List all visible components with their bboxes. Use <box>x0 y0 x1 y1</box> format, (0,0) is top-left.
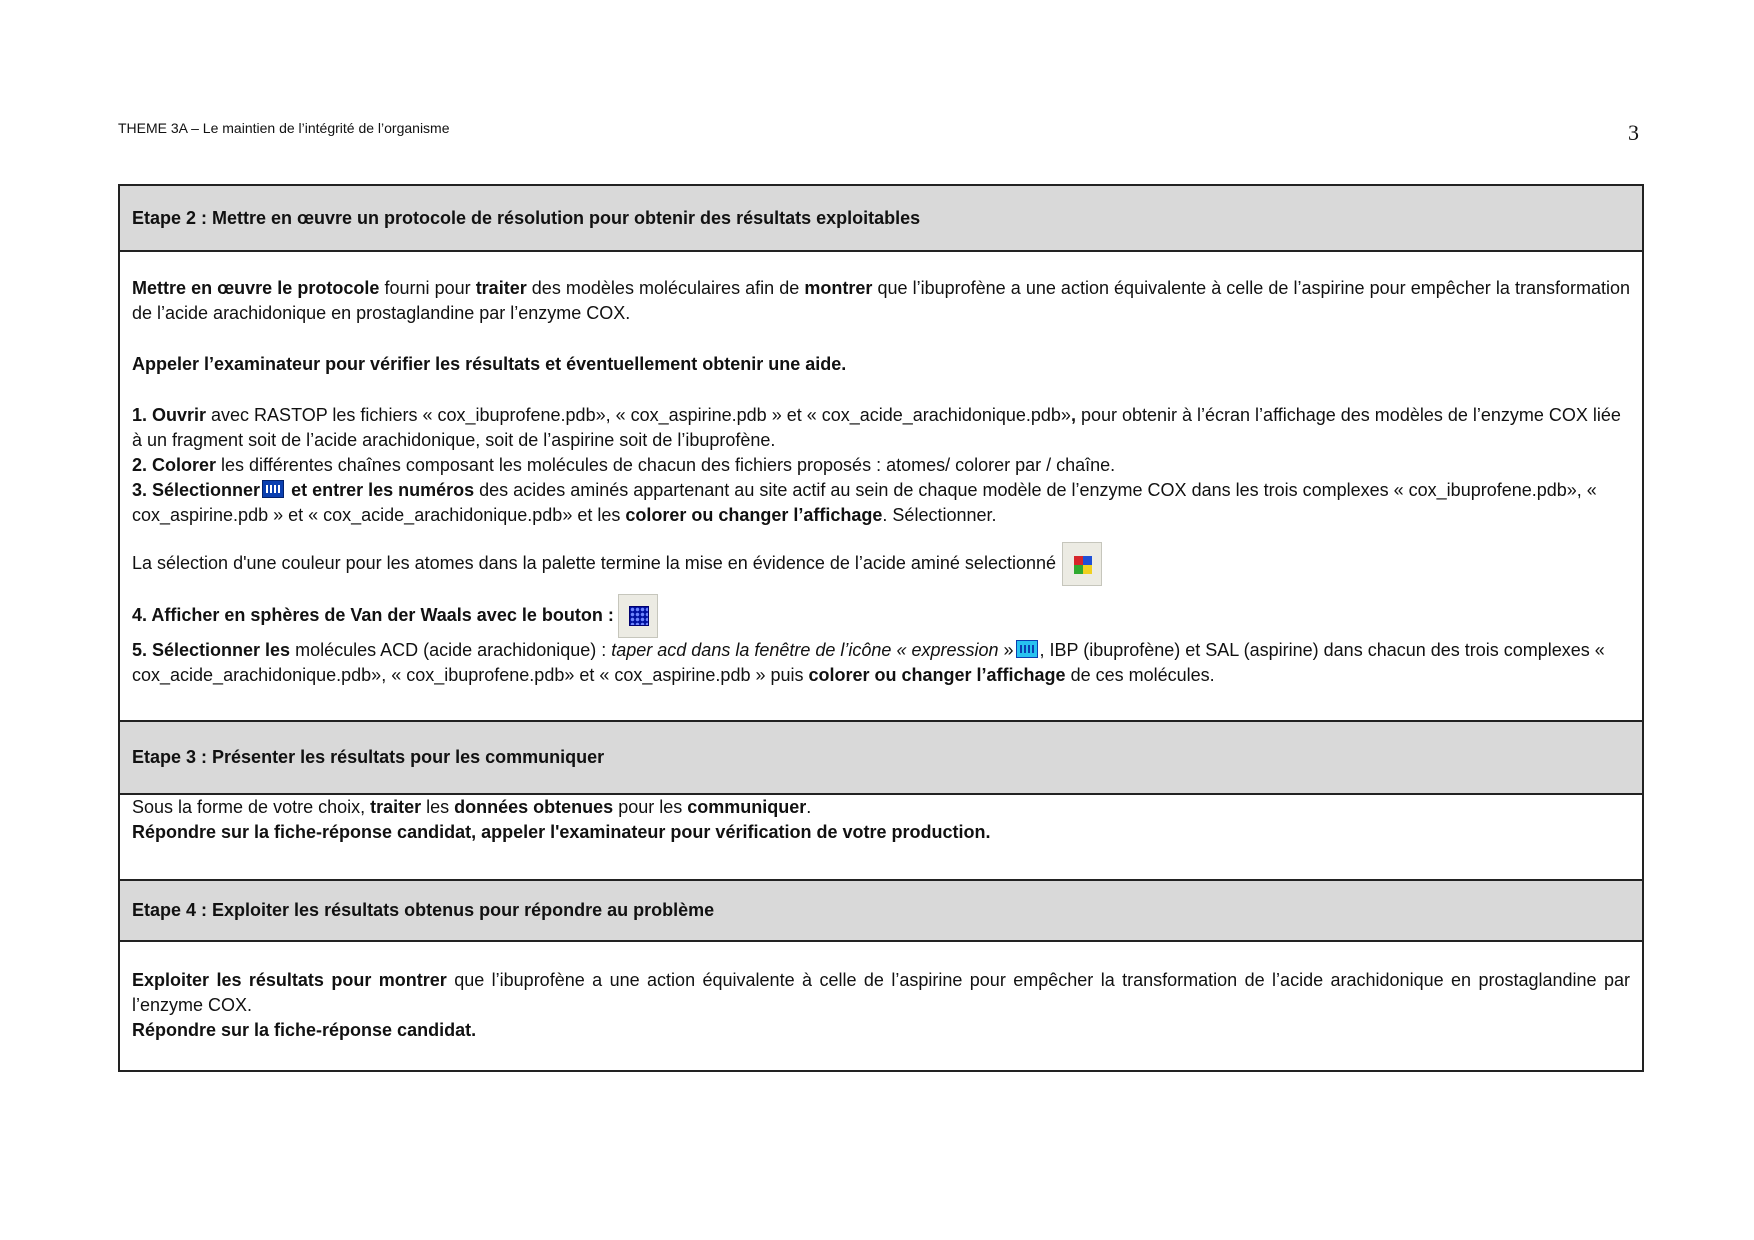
etape4-header <box>120 881 1642 942</box>
etape4-line2: Répondre sur la fiche-réponse candidat. <box>132 1020 477 1040</box>
page-number: 3 <box>1628 120 1639 145</box>
step-1: 1. Ouvrir avec RASTOP les fichiers « cox_ibuprofene.pdb», « cox_aspirine.pdb » et « cox_acide_arachidonique.pdb», pour obtenir à l’écran l’affichage des modèles de l’enzyme COX liée à un fragment soit de l’acide arachidonique, soit de l’aspirine soit de l’ibuprofène. <box>132 405 1621 450</box>
step-5: 5. Sélectionner les molécules ACD (acide arachidonique) : taper acd dans la fenêtre de l’icône « expression » , IBP (ibuprofène) et SAL (aspirine) dans chacun des trois complexes « cox_acide_arachidonique.pdb», « cox_ibuprofene.pdb» et « cox_aspirine.pdb » puis colorer ou changer l’affichage de ces molécules. <box>132 640 1605 685</box>
etape2-intro: Mettre en œuvre le protocole fourni pour traiter des modèles moléculaires afin de montrer que l’ibuprofène a une action équivalente à celle de l’aspirine pour empêcher la transformation de l’acide arachidonique en prostaglandine par l’enzyme COX. <box>132 278 1630 323</box>
color-palette-icon <box>1062 542 1102 586</box>
etape2-body <box>120 252 1642 722</box>
etape3-title: Etape 3 : Présenter les résultats pour les communiquer <box>132 747 605 767</box>
step-2: 2. Colorer les différentes chaînes composant les molécules de chacun des fichiers proposés : atomes/ colorer par / chaîne. <box>132 455 1116 475</box>
van-der-waals-spheres-icon <box>618 594 658 638</box>
etape2-title: Etape 2 : Mettre en œuvre un protocole de résolution pour obtenir des résultats exploitables <box>132 207 921 228</box>
etape3-line2: Répondre sur la fiche-réponse candidat, appeler l'examinateur pour vérification de votre production. <box>132 822 991 842</box>
step-3: 3. Sélectionner et entrer les numéros des acides aminés appartenant au site actif au sein de chaque modèle de l’enzyme COX dans les trois complexes « cox_ibuprofene.pdb», « cox_aspirine.pdb » et « cox_acide_arachidonique.pdb» et les colorer ou changer l’affichage. Sélectionner. <box>132 480 1597 525</box>
etape4-line1: Exploiter les résultats pour montrer que l’ibuprofène a une action équivalente à celle de l’aspirine pour empêcher la transformation de l’acide arachidonique en prostaglandine par l’enzyme COX. <box>132 970 1631 1015</box>
etape4-title: Etape 4 : Exploiter les résultats obtenus pour répondre au problème <box>132 900 715 920</box>
step-4: 4. Afficher en sphères de Van der Waals avec le bouton : <box>132 594 1630 638</box>
protocol-table <box>118 184 1644 1072</box>
etape3-body <box>120 795 1642 881</box>
etape4-body <box>120 942 1642 1070</box>
etape3-header <box>120 722 1642 795</box>
call-examiner-text: Appeler l’examinateur pour vérifier les résultats et éventuellement obtenir une aide. <box>132 354 847 374</box>
header-title: THEME 3A – Le maintien de l’intégrité de l’organisme <box>118 120 450 136</box>
palette-line: La sélection d'une couleur pour les atomes dans la palette termine la mise en évidence de l’acide aminé selectionné <box>132 542 1630 586</box>
abc-expression-icon <box>1016 640 1038 658</box>
etape2-header <box>120 186 1642 252</box>
etape3-line1: Sous la forme de votre choix, traiter les données obtenues pour les communiquer. <box>132 797 812 817</box>
abc-select-icon <box>262 480 284 498</box>
